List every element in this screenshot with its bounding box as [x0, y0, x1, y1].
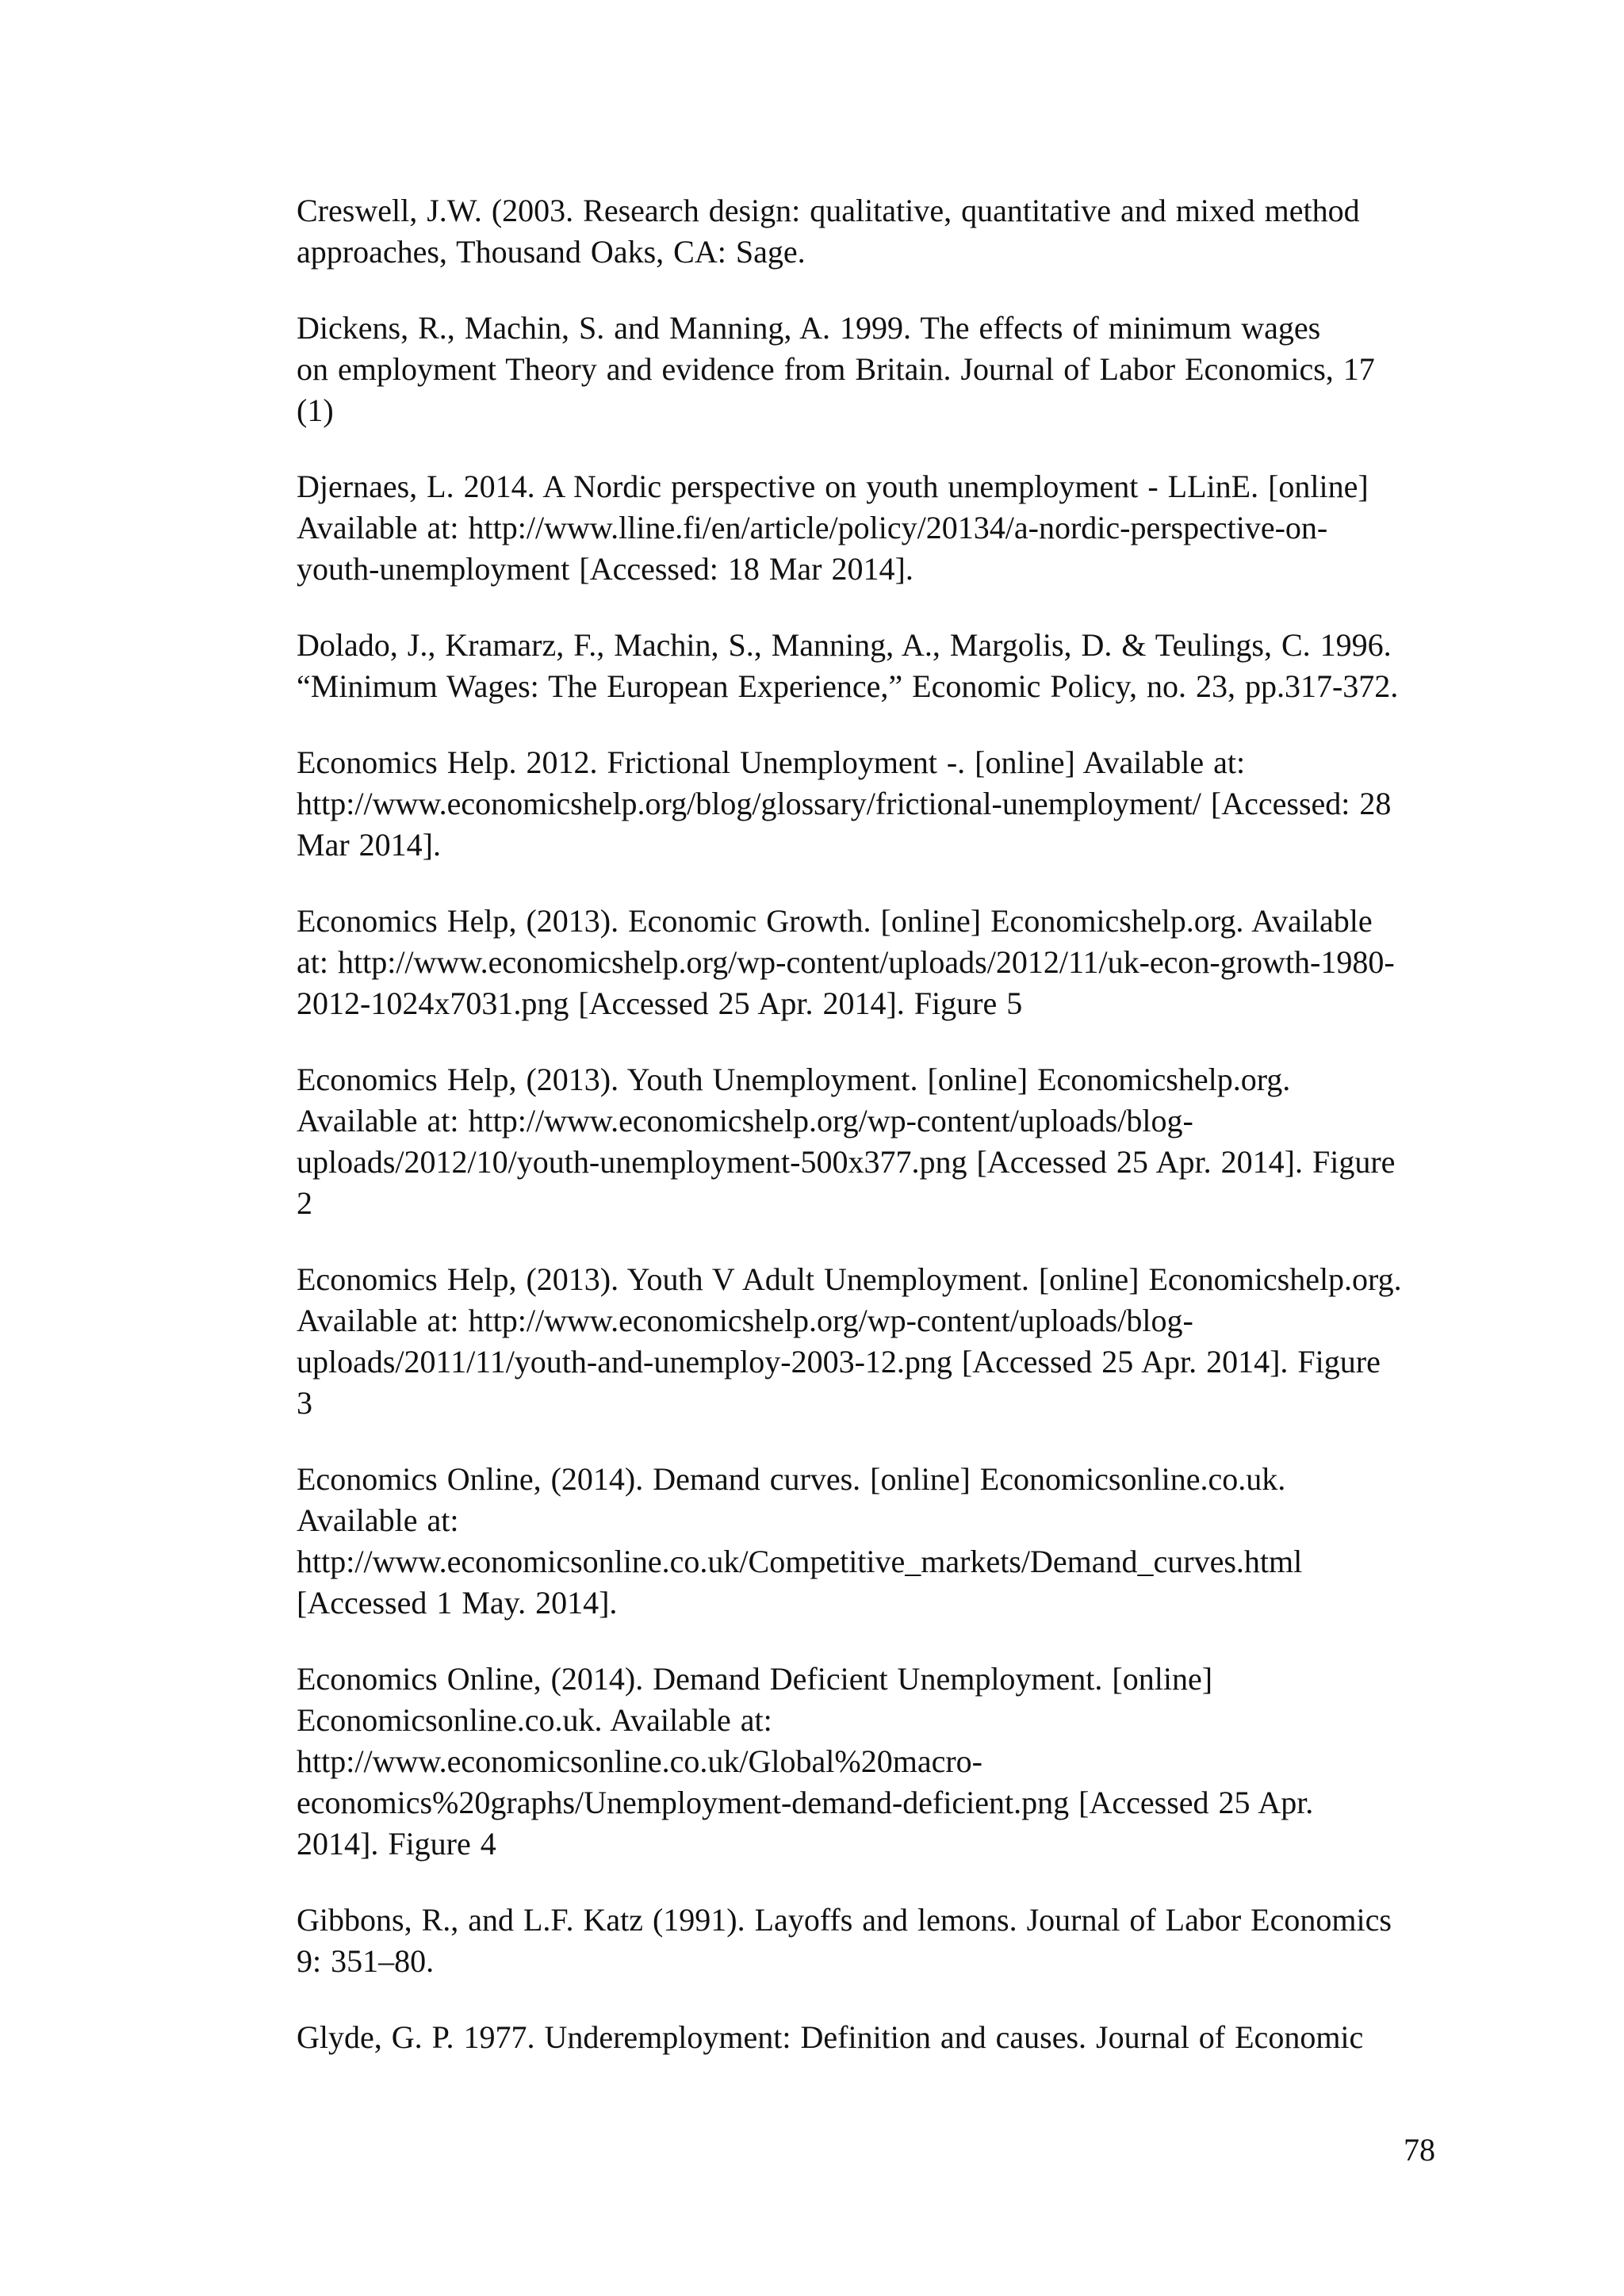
reference-line: Available at:	[297, 1502, 459, 1538]
reference-line: http://www.economicshelp.org/blog/glossary/frictional-unemployment/ [Accessed: 28	[297, 786, 1392, 821]
reference-line: Economics Online, (2014). Demand Deficient Unemployment. [online]	[297, 1661, 1213, 1697]
reference-line: youth-unemployment [Accessed: 18 Mar 2014].	[297, 551, 914, 587]
reference-line: Available at: http://www.economicshelp.org/wp-content/uploads/blog-	[297, 1303, 1193, 1338]
reference-entry	[297, 466, 1438, 590]
reference-list	[297, 190, 1438, 2093]
reference-line: (1)	[297, 392, 334, 428]
reference-entry	[297, 190, 1438, 273]
reference-line: Gibbons, R., and L.F. Katz (1991). Layoffs and lemons. Journal of Labor Economics	[297, 1902, 1392, 1938]
reference-entry	[297, 1059, 1438, 1224]
reference-line: 2014]. Figure 4	[297, 1826, 496, 1862]
reference-line: uploads/2012/10/youth-unemployment-500x377.png [Accessed 25 Apr. 2014]. Figure	[297, 1144, 1396, 1180]
reference-line: Glyde, G. P. 1977. Underemployment: Definition and causes. Journal of Economic	[297, 2019, 1364, 2055]
reference-entry	[297, 1459, 1438, 1624]
reference-line: Dickens, R., Machin, S. and Manning, A. 1999. The effects of minimum wages	[297, 310, 1321, 346]
reference-entry	[297, 2017, 1438, 2058]
reference-line: Economics Help, (2013). Economic Growth. [online] Economicshelp.org. Available	[297, 903, 1373, 939]
reference-line: Economicsonline.co.uk. Available at:	[297, 1702, 772, 1738]
reference-line: approaches, Thousand Oaks, CA: Sage.	[297, 234, 806, 270]
reference-line: 3	[297, 1385, 312, 1421]
reference-line: Economics Help. 2012. Frictional Unemployment -. [online] Available at:	[297, 744, 1246, 780]
reference-line: on employment Theory and evidence from Britain. Journal of Labor Economics, 17	[297, 351, 1375, 387]
reference-line: at: http://www.economicshelp.org/wp-content/uploads/2012/11/uk-econ-growth-1980-	[297, 944, 1395, 980]
reference-line: Mar 2014].	[297, 827, 441, 863]
page-number: 78	[1404, 2132, 1435, 2168]
reference-entry	[297, 1659, 1438, 1865]
reference-entry	[297, 1900, 1438, 1982]
reference-entry	[297, 1259, 1438, 1424]
reference-line: 9: 351–80.	[297, 1943, 435, 1979]
reference-line: http://www.economicsonline.co.uk/Global%20macro-	[297, 1743, 982, 1779]
reference-line: 2012-1024x7031.png [Accessed 25 Apr. 2014]. Figure 5	[297, 985, 1023, 1021]
reference-line: Creswell, J.W. (2003. Research design: qualitative, quantitative and mixed method	[297, 193, 1360, 228]
reference-line: Economics Online, (2014). Demand curves. [online] Economicsonline.co.uk.	[297, 1461, 1286, 1497]
reference-line: Dolado, J., Kramarz, F., Machin, S., Manning, A., Margolis, D. & Teulings, C. 1996.	[297, 627, 1392, 663]
reference-entry	[297, 308, 1438, 431]
reference-line: economics%20graphs/Unemployment-demand-deficient.png [Accessed 25 Apr.	[297, 1785, 1314, 1820]
reference-line: Available at: http://www.economicshelp.org/wp-content/uploads/blog-	[297, 1103, 1193, 1138]
reference-line: 2	[297, 1185, 312, 1221]
reference-entry	[297, 625, 1438, 707]
reference-line: “Minimum Wages: The European Experience,” Economic Policy, no. 23, pp.317-372.	[297, 668, 1399, 704]
reference-line: Economics Help, (2013). Youth Unemployment. [online] Economicshelp.org.	[297, 1062, 1291, 1097]
reference-line: Available at: http://www.lline.fi/en/article/policy/20134/a-nordic-perspective-on-	[297, 510, 1328, 545]
reference-line: Economics Help, (2013). Youth V Adult Unemployment. [online] Economicshelp.org.	[297, 1261, 1402, 1297]
reference-line: Djernaes, L. 2014. A Nordic perspective on youth unemployment - LLinE. [online]	[297, 469, 1369, 504]
reference-line: [Accessed 1 May. 2014].	[297, 1585, 618, 1621]
reference-entry	[297, 742, 1438, 866]
reference-line: http://www.economicsonline.co.uk/Competitive_markets/Demand_curves.html	[297, 1544, 1303, 1579]
reference-line: uploads/2011/11/youth-and-unemploy-2003-12.png [Accessed 25 Apr. 2014]. Figure	[297, 1344, 1381, 1380]
reference-entry	[297, 901, 1438, 1024]
